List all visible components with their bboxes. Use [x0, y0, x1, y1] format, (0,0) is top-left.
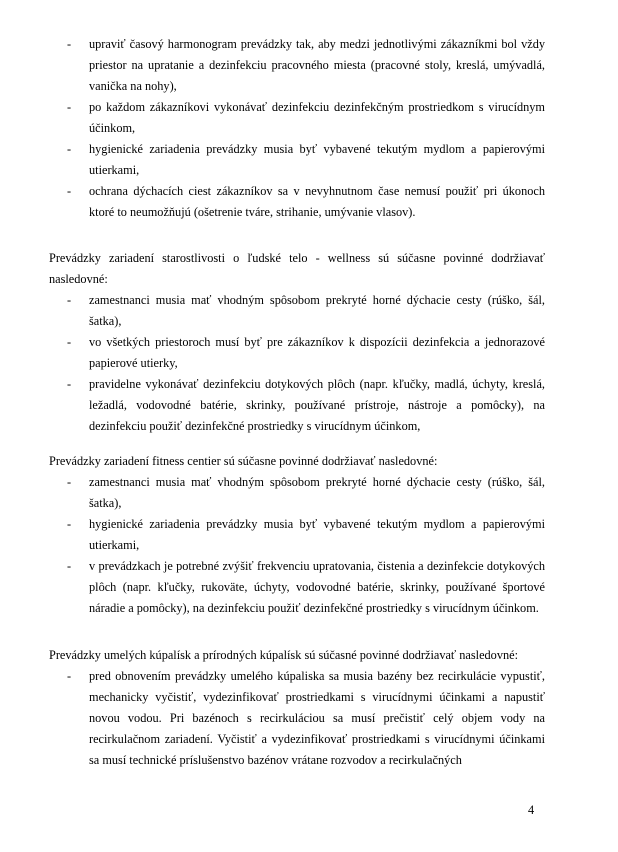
page-number: 4 — [528, 803, 535, 817]
list-item: - vo všetkých priestoroch musí byť pre zákazníkov k dispozícii dezinfekcia a jednorazové papierové utierky, — [49, 332, 545, 374]
list-item: - upraviť časový harmonogram prevádzky tak, aby medzi jednotlivými zákazníkmi bol vždy priestor na upratanie a dezinfekciu pracovného miesta (pracovné stoly, kreslá, umývadlá, vanička na nohy), — [49, 34, 545, 97]
section-swimming-pools — [49, 645, 545, 771]
bullet-list — [49, 290, 545, 437]
list-item: - pravidelne vykonávať dezinfekciu dotykových plôch (napr. kľučky, madlá, úchyty, kreslá, ležadlá, vodovodné batérie, skrinky, používané prístroje, nástroje a pomôcky), na dezinfekciu použiť dezinfekčné prostriedky s virucídnym účinkom, — [49, 374, 545, 437]
bullet-list — [49, 666, 545, 771]
section-fitness — [49, 451, 545, 619]
list-item: - zamestnanci musia mať vhodným spôsobom prekryté horné dýchacie cesty (rúško, šál, šatka), — [49, 472, 545, 514]
section-general-measures — [49, 34, 545, 223]
paragraph: Prevádzky zariadení starostlivosti o ľudské telo - wellness sú súčasne povinné dodržiavať nasledovné: — [49, 251, 545, 286]
list-item: - v prevádzkach je potrebné zvýšiť frekvenciu upratovania, čistenia a dezinfekcie dotykových plôch (napr. kľučky, rukoväte, úchyty, vodovodné batérie, skrinky, používané športové náradie a pomôcky), na dezinfekciu použiť dezinfekčné prostriedky s virucídnym účinkom. — [49, 556, 545, 619]
list-item: - hygienické zariadenia prevádzky musia byť vybavené tekutým mydlom a papierovými utierkami, — [49, 139, 545, 181]
list-item: - po každom zákazníkovi vykonávať dezinfekciu dezinfekčným prostriedkom s virucídnym účinkom, — [49, 97, 545, 139]
list-item: - ochrana dýchacích ciest zákazníkov sa v nevyhnutnom čase nemusí použiť pri úkonoch ktoré to neumožňujú (ošetrenie tváre, strihanie, umývanie vlasov). — [49, 181, 545, 223]
bullet-list — [49, 472, 545, 619]
section-wellness — [49, 248, 545, 437]
list-item: - hygienické zariadenia prevádzky musia byť vybavené tekutým mydlom a papierovými utierkami, — [49, 514, 545, 556]
paragraph: Prevádzky umelých kúpalísk a prírodných kúpalísk sú súčasné povinné dodržiavať nasledovné: — [49, 648, 518, 662]
paragraph: Prevádzky zariadení fitness centier sú súčasne povinné dodržiavať nasledovné: — [49, 454, 438, 468]
list-item: - zamestnanci musia mať vhodným spôsobom prekryté horné dýchacie cesty (rúško, šál, šatka), — [49, 290, 545, 332]
list-item: - pred obnovením prevádzky umelého kúpaliska sa musia bazény bez recirkulácie vypustiť, mechanicky vyčistiť, vydezinfikovať prostriedkami s virucídnymi účinkami a napustiť novou vodou. Pri bazénoch s recirkuláciou sa musí prečistiť celý objem vody na recirkulačnom zariadení. Vyčistiť a vydezinfikovať prostriedkami s virucídnymi účinkami sa musí technické príslušenstvo bazénov vrátane rozvodov a recirkulačných — [49, 666, 545, 771]
bullet-list — [49, 34, 545, 223]
